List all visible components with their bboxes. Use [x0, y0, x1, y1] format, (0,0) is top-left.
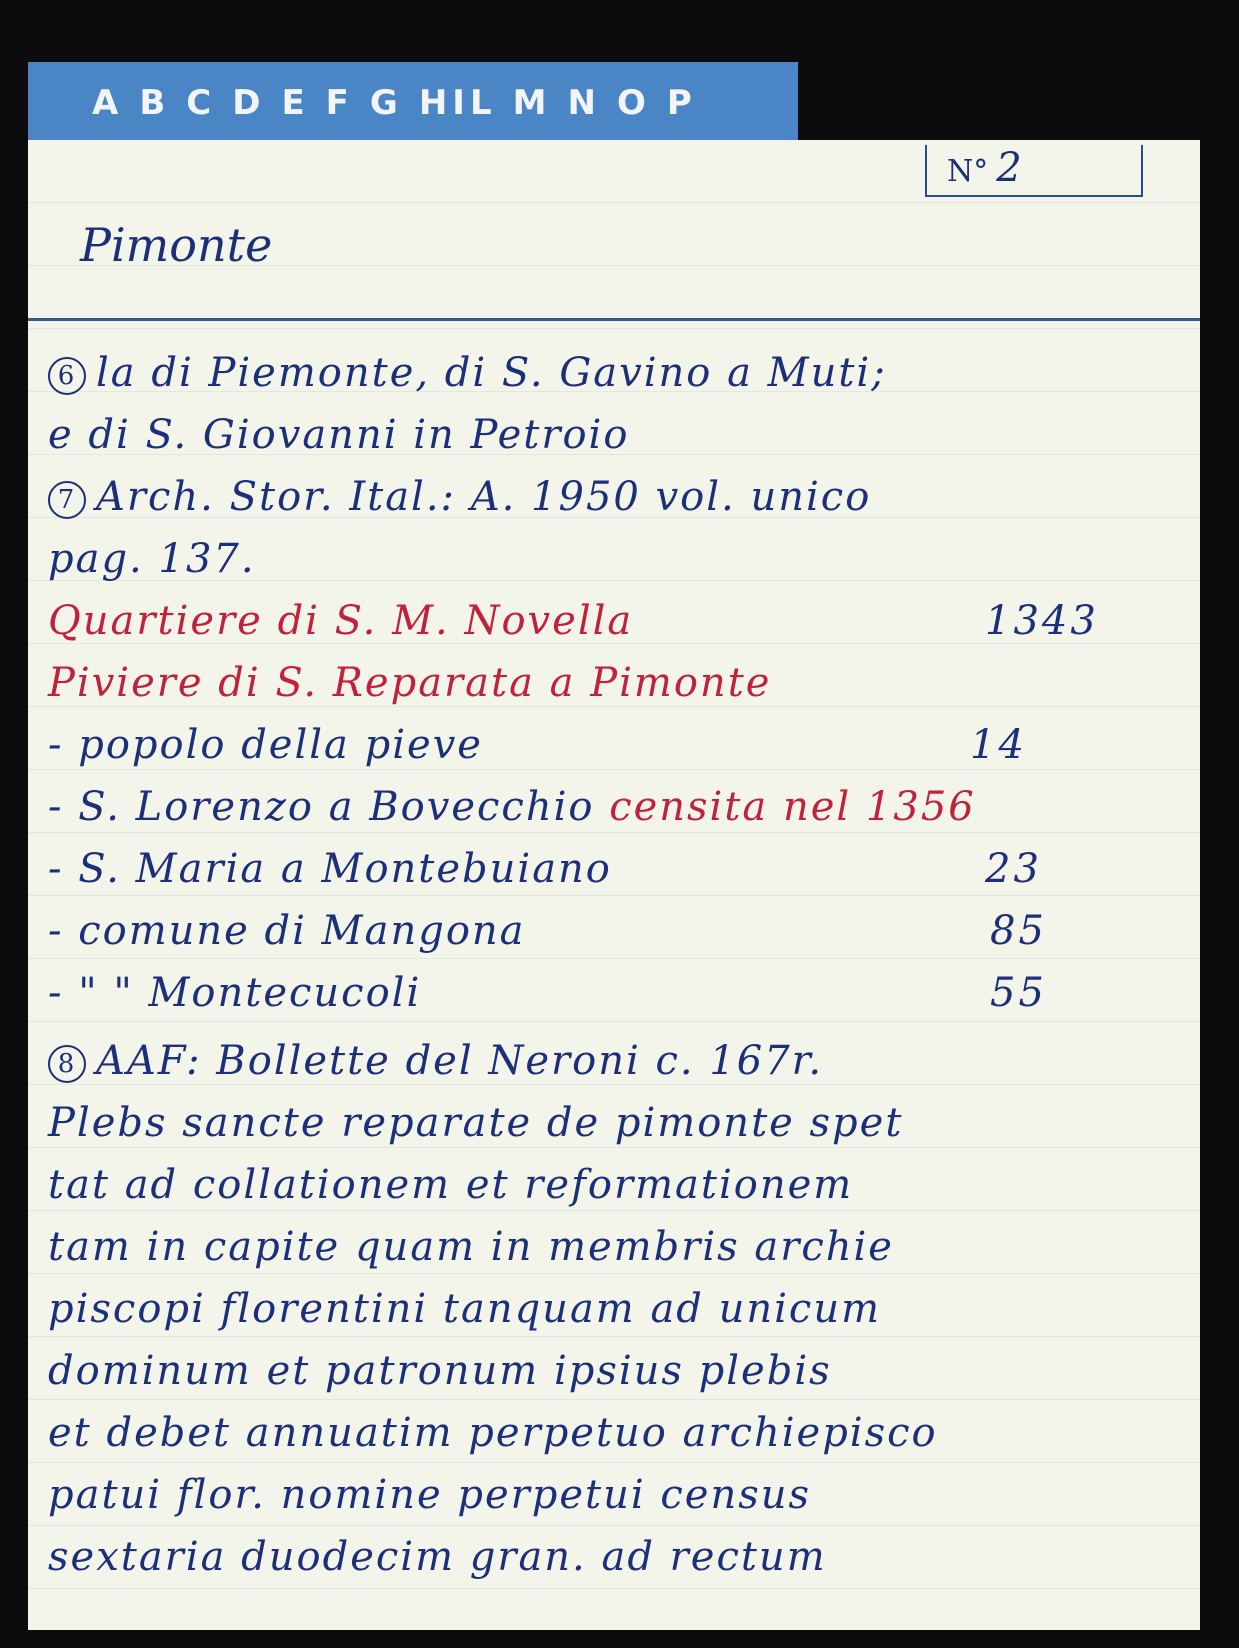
index-tab-letter: I — [452, 83, 466, 123]
note-6-line-2: e di S. Giovanni in Petroio — [48, 412, 630, 458]
index-tab-letter: M — [512, 83, 548, 123]
note-7-text-1: Arch. Stor. Ital.: A. 1950 vol. unico — [96, 474, 872, 520]
latin-line: sextaria duodecim gran. ad rectum — [48, 1534, 827, 1580]
quartiere-year: 1343 — [985, 598, 1099, 644]
index-tab-letter: D — [232, 83, 262, 123]
latin-line: tam in capite quam in membris archie — [48, 1224, 894, 1270]
latin-line: dominum et patronum ipsius plebis — [48, 1348, 832, 1394]
card-top-edge — [28, 140, 798, 146]
index-tab-letter: G — [369, 83, 399, 123]
card-number-label: N° — [947, 154, 989, 189]
note-number-6: 6 — [48, 357, 86, 395]
latin-line: tat ad collationem et reformationem — [48, 1162, 854, 1208]
note-6-line-1 — [48, 350, 887, 396]
index-tab-letter: A — [92, 83, 120, 123]
entry-label: - comune di Mangona — [48, 908, 526, 954]
entry-value: 14 — [970, 722, 1027, 768]
entry-label: - " " Montecucoli — [48, 970, 422, 1016]
entry-label — [48, 784, 976, 830]
index-tab-letter: E — [281, 83, 306, 123]
note-number-7: 7 — [48, 481, 86, 519]
card-number-box — [925, 145, 1143, 197]
entry-value: 55 — [990, 970, 1047, 1016]
entry-label-text: - S. Lorenzo a Bovecchio — [48, 784, 595, 830]
entry-label: - S. Maria a Montebuiano — [48, 846, 612, 892]
note-8-head — [48, 1038, 823, 1084]
index-tab-letter: P — [666, 83, 693, 123]
latin-line: patui flor. nomine perpetui census — [48, 1472, 812, 1518]
entry-value: 23 — [985, 846, 1042, 892]
card-number-value: 2 — [996, 145, 1022, 191]
entry-value: 85 — [990, 908, 1047, 954]
note-number-8: 8 — [48, 1045, 86, 1083]
entry-note: censita nel 1356 — [609, 784, 976, 830]
latin-line: Plebs sancte reparate de pimonte spet — [48, 1100, 904, 1146]
note-8-text: AAF: Bollette del Neroni c. 167r. — [96, 1038, 824, 1084]
index-tab-letter: C — [186, 83, 213, 123]
index-tab-letter: H — [418, 83, 449, 123]
index-tab-letter: B — [139, 83, 167, 123]
note-7-line-1 — [48, 474, 871, 520]
index-tab-letter: L — [469, 83, 493, 123]
quartiere-line: Quartiere di S. M. Novella — [48, 598, 634, 644]
place-heading: Pimonte — [80, 218, 273, 272]
entry-label: - popolo della pieve — [48, 722, 483, 768]
note-6-text-1: la di Piemonte, di S. Gavino a Muti; — [96, 350, 887, 396]
latin-line: et debet annuatim perpetuo archiepisco — [48, 1410, 938, 1456]
latin-line: piscopi florentini tanquam ad unicum — [48, 1286, 882, 1332]
index-tab-letter: O — [616, 83, 647, 123]
header-rule — [28, 318, 1200, 321]
piviere-line: Piviere di S. Reparata a Pimonte — [48, 660, 772, 706]
index-tab-letter: N — [567, 83, 597, 123]
index-tab-letter: F — [325, 83, 350, 123]
note-7-line-2: pag. 137. — [48, 536, 256, 582]
alphabet-index-tabs — [28, 62, 798, 144]
